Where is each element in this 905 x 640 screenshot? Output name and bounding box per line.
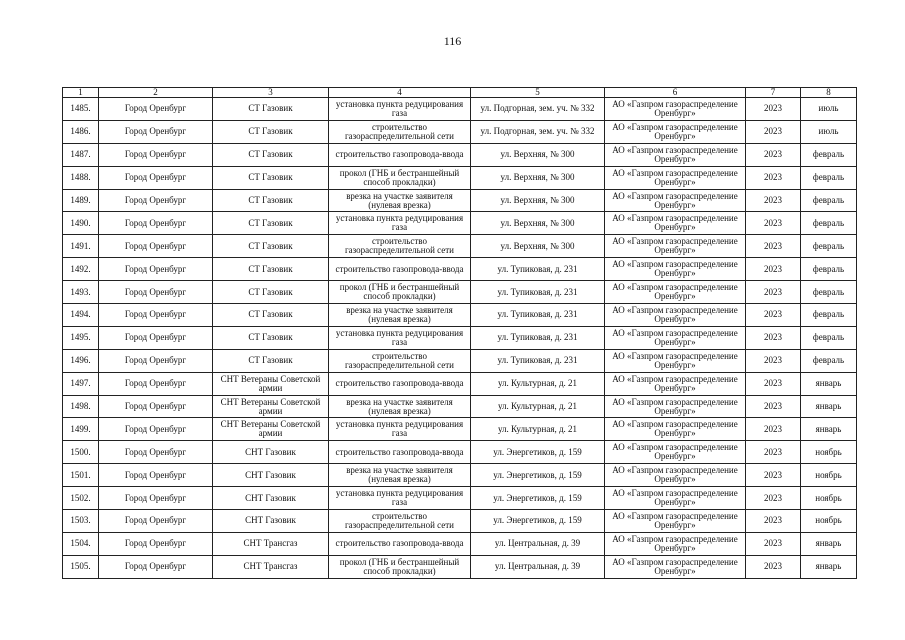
month-cell: февраль	[801, 326, 857, 349]
row-number-cell: 1498.	[63, 395, 99, 418]
address-cell: ул. Подгорная, зем. уч. № 332	[471, 120, 605, 143]
year-cell: 2023	[746, 143, 801, 166]
address-cell: ул. Верхняя, № 300	[471, 212, 605, 235]
executor-cell: АО «Газпром газораспределение Оренбург»	[605, 326, 746, 349]
work-type-cell: установка пункта редуцирования газа	[329, 326, 471, 349]
table-row	[63, 258, 857, 281]
address-cell: ул. Энергетиков, д. 159	[471, 510, 605, 533]
address-cell: ул. Верхняя, № 300	[471, 235, 605, 258]
row-number-cell: 1494.	[63, 304, 99, 327]
organization-cell: СНТ Газовик	[213, 464, 329, 487]
organization-cell: СТ Газовик	[213, 281, 329, 304]
executor-cell: АО «Газпром газораспределение Оренбург»	[605, 464, 746, 487]
organization-cell: СТ Газовик	[213, 212, 329, 235]
row-number-cell: 1485.	[63, 98, 99, 121]
year-cell: 2023	[746, 212, 801, 235]
table-row	[63, 418, 857, 441]
year-cell: 2023	[746, 395, 801, 418]
address-cell: ул. Энергетиков, д. 159	[471, 441, 605, 464]
address-cell: ул. Верхняя, № 300	[471, 189, 605, 212]
work-type-cell: врезка на участке заявителя (нулевая врезка)	[329, 464, 471, 487]
executor-cell: АО «Газпром газораспределение Оренбург»	[605, 487, 746, 510]
month-cell: январь	[801, 372, 857, 395]
year-cell: 2023	[746, 235, 801, 258]
row-number-cell: 1505.	[63, 555, 99, 578]
city-cell: Город Оренбург	[99, 326, 213, 349]
city-cell: Город Оренбург	[99, 555, 213, 578]
column-number-2: 2	[99, 88, 213, 98]
row-number-cell: 1490.	[63, 212, 99, 235]
month-cell: февраль	[801, 212, 857, 235]
month-cell: февраль	[801, 349, 857, 372]
city-cell: Город Оренбург	[99, 258, 213, 281]
month-cell: январь	[801, 555, 857, 578]
organization-cell: СНТ Ветераны Советской армии	[213, 418, 329, 441]
row-number-cell: 1504.	[63, 532, 99, 555]
city-cell: Город Оренбург	[99, 395, 213, 418]
table-row	[63, 189, 857, 212]
executor-cell: АО «Газпром газораспределение Оренбург»	[605, 281, 746, 304]
address-cell: ул. Верхняя, № 300	[471, 166, 605, 189]
city-cell: Город Оренбург	[99, 441, 213, 464]
organization-cell: СТ Газовик	[213, 189, 329, 212]
executor-cell: АО «Газпром газораспределение Оренбург»	[605, 372, 746, 395]
executor-cell: АО «Газпром газораспределение Оренбург»	[605, 510, 746, 533]
table-row	[63, 143, 857, 166]
year-cell: 2023	[746, 189, 801, 212]
organization-cell: СНТ Газовик	[213, 487, 329, 510]
work-type-cell: установка пункта редуцирования газа	[329, 487, 471, 510]
organization-cell: СНТ Газовик	[213, 510, 329, 533]
work-type-cell: строительство газопровода-ввода	[329, 372, 471, 395]
column-number-1: 1	[63, 88, 99, 98]
year-cell: 2023	[746, 349, 801, 372]
row-number-cell: 1502.	[63, 487, 99, 510]
gasification-table	[62, 87, 857, 579]
page-number: 116	[443, 34, 462, 48]
year-cell: 2023	[746, 372, 801, 395]
month-cell: ноябрь	[801, 441, 857, 464]
table-row	[63, 326, 857, 349]
column-number-3: 3	[213, 88, 329, 98]
executor-cell: АО «Газпром газораспределение Оренбург»	[605, 441, 746, 464]
work-type-cell: врезка на участке заявителя (нулевая врезка)	[329, 395, 471, 418]
year-cell: 2023	[746, 464, 801, 487]
work-type-cell: прокол (ГНБ и бестраншейный способ прокладки)	[329, 166, 471, 189]
executor-cell: АО «Газпром газораспределение Оренбург»	[605, 532, 746, 555]
row-number-cell: 1503.	[63, 510, 99, 533]
month-cell: июль	[801, 98, 857, 121]
year-cell: 2023	[746, 510, 801, 533]
work-type-cell: строительство газопровода-ввода	[329, 143, 471, 166]
table-row	[63, 212, 857, 235]
work-type-cell: строительство газораспределительной сети	[329, 349, 471, 372]
address-cell: ул. Тупиковая, д. 231	[471, 349, 605, 372]
city-cell: Город Оренбург	[99, 532, 213, 555]
organization-cell: СТ Газовик	[213, 349, 329, 372]
executor-cell: АО «Газпром газораспределение Оренбург»	[605, 258, 746, 281]
organization-cell: СТ Газовик	[213, 143, 329, 166]
row-number-cell: 1493.	[63, 281, 99, 304]
row-number-cell: 1488.	[63, 166, 99, 189]
table-row	[63, 372, 857, 395]
executor-cell: АО «Газпром газораспределение Оренбург»	[605, 189, 746, 212]
work-type-cell: установка пункта редуцирования газа	[329, 418, 471, 441]
month-cell: ноябрь	[801, 510, 857, 533]
year-cell: 2023	[746, 304, 801, 327]
organization-cell: СНТ Ветераны Советской армии	[213, 372, 329, 395]
executor-cell: АО «Газпром газораспределение Оренбург»	[605, 395, 746, 418]
year-cell: 2023	[746, 555, 801, 578]
year-cell: 2023	[746, 258, 801, 281]
city-cell: Город Оренбург	[99, 304, 213, 327]
month-cell: февраль	[801, 235, 857, 258]
work-type-cell: строительство газопровода-ввода	[329, 532, 471, 555]
organization-cell: СТ Газовик	[213, 166, 329, 189]
executor-cell: АО «Газпром газораспределение Оренбург»	[605, 120, 746, 143]
address-cell: ул. Центральная, д. 39	[471, 532, 605, 555]
month-cell: февраль	[801, 258, 857, 281]
organization-cell: СНТ Ветераны Советской армии	[213, 395, 329, 418]
row-number-cell: 1497.	[63, 372, 99, 395]
table-row	[63, 510, 857, 533]
executor-cell: АО «Газпром газораспределение Оренбург»	[605, 166, 746, 189]
work-type-cell: строительство газораспределительной сети	[329, 120, 471, 143]
address-cell: ул. Тупиковая, д. 231	[471, 304, 605, 327]
organization-cell: СТ Газовик	[213, 304, 329, 327]
executor-cell: АО «Газпром газораспределение Оренбург»	[605, 212, 746, 235]
table-row	[63, 235, 857, 258]
month-cell: июль	[801, 120, 857, 143]
month-cell: ноябрь	[801, 464, 857, 487]
address-cell: ул. Энергетиков, д. 159	[471, 487, 605, 510]
work-type-cell: врезка на участке заявителя (нулевая врезка)	[329, 189, 471, 212]
column-number-6: 6	[605, 88, 746, 98]
row-number-cell: 1489.	[63, 189, 99, 212]
organization-cell: СТ Газовик	[213, 120, 329, 143]
city-cell: Город Оренбург	[99, 418, 213, 441]
executor-cell: АО «Газпром газораспределение Оренбург»	[605, 98, 746, 121]
city-cell: Город Оренбург	[99, 189, 213, 212]
address-cell: ул. Верхняя, № 300	[471, 143, 605, 166]
work-type-cell: строительство газопровода-ввода	[329, 258, 471, 281]
address-cell: ул. Энергетиков, д. 159	[471, 464, 605, 487]
year-cell: 2023	[746, 487, 801, 510]
city-cell: Город Оренбург	[99, 235, 213, 258]
organization-cell: СТ Газовик	[213, 98, 329, 121]
table-row	[63, 349, 857, 372]
table-row	[63, 464, 857, 487]
column-number-4: 4	[329, 88, 471, 98]
year-cell: 2023	[746, 166, 801, 189]
work-type-cell: установка пункта редуцирования газа	[329, 212, 471, 235]
row-number-cell: 1492.	[63, 258, 99, 281]
work-type-cell: врезка на участке заявителя (нулевая врезка)	[329, 304, 471, 327]
column-number-7: 7	[746, 88, 801, 98]
month-cell: февраль	[801, 281, 857, 304]
work-type-cell: прокол (ГНБ и бестраншейный способ прокладки)	[329, 281, 471, 304]
table-row	[63, 281, 857, 304]
executor-cell: АО «Газпром газораспределение Оренбург»	[605, 555, 746, 578]
row-number-cell: 1499.	[63, 418, 99, 441]
city-cell: Город Оренбург	[99, 510, 213, 533]
address-cell: ул. Культурная, д. 21	[471, 418, 605, 441]
executor-cell: АО «Газпром газораспределение Оренбург»	[605, 304, 746, 327]
table-body	[63, 88, 857, 579]
organization-cell: СТ Газовик	[213, 258, 329, 281]
row-number-cell: 1495.	[63, 326, 99, 349]
table-row	[63, 120, 857, 143]
table-row	[63, 304, 857, 327]
city-cell: Город Оренбург	[99, 120, 213, 143]
city-cell: Город Оренбург	[99, 98, 213, 121]
address-cell: ул. Культурная, д. 21	[471, 395, 605, 418]
city-cell: Город Оренбург	[99, 372, 213, 395]
month-cell: январь	[801, 395, 857, 418]
year-cell: 2023	[746, 120, 801, 143]
month-cell: февраль	[801, 304, 857, 327]
address-cell: ул. Тупиковая, д. 231	[471, 326, 605, 349]
month-cell: февраль	[801, 189, 857, 212]
city-cell: Город Оренбург	[99, 487, 213, 510]
year-cell: 2023	[746, 326, 801, 349]
address-cell: ул. Тупиковая, д. 231	[471, 281, 605, 304]
organization-cell: СНТ Трансгаз	[213, 532, 329, 555]
row-number-cell: 1500.	[63, 441, 99, 464]
row-number-cell: 1501.	[63, 464, 99, 487]
column-number-row	[63, 88, 857, 98]
table-row	[63, 98, 857, 121]
address-cell: ул. Подгорная, зем. уч. № 332	[471, 98, 605, 121]
table-row	[63, 532, 857, 555]
month-cell: февраль	[801, 143, 857, 166]
work-type-cell: строительство газопровода-ввода	[329, 441, 471, 464]
column-number-8: 8	[801, 88, 857, 98]
city-cell: Город Оренбург	[99, 281, 213, 304]
row-number-cell: 1491.	[63, 235, 99, 258]
work-type-cell: установка пункта редуцирования газа	[329, 98, 471, 121]
executor-cell: АО «Газпром газораспределение Оренбург»	[605, 349, 746, 372]
city-cell: Город Оренбург	[99, 212, 213, 235]
table-row	[63, 166, 857, 189]
executor-cell: АО «Газпром газораспределение Оренбург»	[605, 235, 746, 258]
row-number-cell: 1486.	[63, 120, 99, 143]
table-row	[63, 395, 857, 418]
column-number-5: 5	[471, 88, 605, 98]
table-row	[63, 555, 857, 578]
month-cell: ноябрь	[801, 487, 857, 510]
month-cell: январь	[801, 418, 857, 441]
organization-cell: СНТ Газовик	[213, 441, 329, 464]
row-number-cell: 1487.	[63, 143, 99, 166]
city-cell: Город Оренбург	[99, 143, 213, 166]
address-cell: ул. Тупиковая, д. 231	[471, 258, 605, 281]
organization-cell: СТ Газовик	[213, 326, 329, 349]
month-cell: февраль	[801, 166, 857, 189]
address-cell: ул. Культурная, д. 21	[471, 372, 605, 395]
work-type-cell: строительство газораспределительной сети	[329, 510, 471, 533]
year-cell: 2023	[746, 441, 801, 464]
month-cell: январь	[801, 532, 857, 555]
address-cell: ул. Центральная, д. 39	[471, 555, 605, 578]
year-cell: 2023	[746, 532, 801, 555]
year-cell: 2023	[746, 418, 801, 441]
city-cell: Город Оренбург	[99, 464, 213, 487]
organization-cell: СНТ Трансгаз	[213, 555, 329, 578]
work-type-cell: строительство газораспределительной сети	[329, 235, 471, 258]
executor-cell: АО «Газпром газораспределение Оренбург»	[605, 143, 746, 166]
year-cell: 2023	[746, 98, 801, 121]
table-row	[63, 441, 857, 464]
executor-cell: АО «Газпром газораспределение Оренбург»	[605, 418, 746, 441]
city-cell: Город Оренбург	[99, 349, 213, 372]
organization-cell: СТ Газовик	[213, 235, 329, 258]
city-cell: Город Оренбург	[99, 166, 213, 189]
work-type-cell: прокол (ГНБ и бестраншейный способ прокладки)	[329, 555, 471, 578]
table-row	[63, 487, 857, 510]
row-number-cell: 1496.	[63, 349, 99, 372]
year-cell: 2023	[746, 281, 801, 304]
